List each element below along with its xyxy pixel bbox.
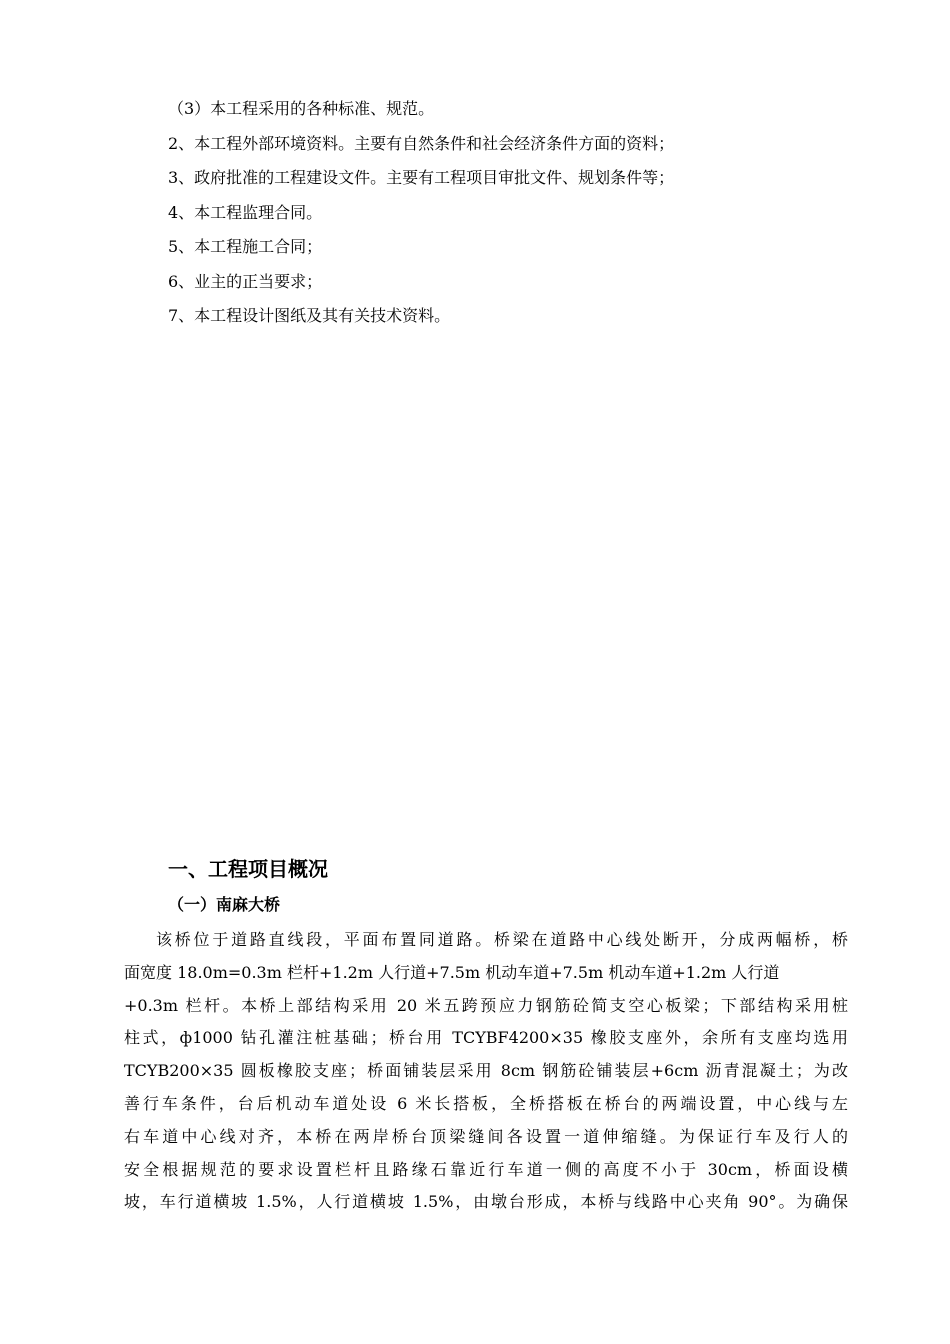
paragraph-line: 面宽度 18.0m=0.3m 栏杆+1.2m 人行道+7.5m 机动车道+7.5m 机动车道+1.2m 人行道 [124,962,780,982]
list-item: 5、本工程施工合同； [168,237,323,256]
list-item: 3、政府批准的工程建设文件。主要有工程项目审批文件、规划条件等； [168,168,675,187]
paragraph-line: 右车道中心线对齐，本桥在两岸桥台顶梁缝间各设置一道伸缩缝。为保证行车及行人的 [124,1126,848,1146]
paragraph-line: 善行车条件，台后机动车道处设 6 米长搭板，全桥搭板在桥台的两端设置，中心线与左 [124,1093,848,1113]
section-heading: 一、工程项目概况 [168,857,328,881]
list-item: 2、本工程外部环境资料。主要有自然条件和社会经济条件方面的资料； [168,133,675,153]
list-item: 6、业主的正当要求； [168,271,323,291]
list-item: 7、本工程设计图纸及其有关技术资料。 [168,306,451,325]
paragraph-line: TCYB200×35 圆板橡胶支座；桥面铺装层采用 8cm 钢筋砼铺装层+6cm 沥青混凝土；为改 [124,1061,848,1081]
paragraph-line: +0.3m 栏杆。本桥上部结构采用 20 米五跨预应力钢筋砼简支空心板梁；下部结构采用桩 [124,995,848,1015]
list-item: （3）本工程采用的各种标准、规范。 [168,99,435,118]
paragraph-line: 坡，车行道横坡 1.5%，人行道横坡 1.5%，由墩台形成，本桥与线路中心夹角 90°。为确保 [124,1192,848,1212]
reference-list [168,92,868,334]
paragraph-line: 该桥位于道路直线段，平面布置同道路。桥梁在道路中心线处断开，分成两幅桥，桥 [156,930,848,949]
paragraph-line: 柱式，ф1000 钻孔灌注桩基础；桥台用 TCYBF4200×35 橡胶支座外，余所有支座均选用 [124,1028,848,1048]
paragraph-line: 安全根据规范的要求设置栏杆且路缘石靠近行车道一侧的高度不小于 30cm，桥面设横 [124,1159,848,1179]
list-item: 4、本工程监理合同。 [168,202,323,222]
section-subheading: （一）南麻大桥 [168,895,281,914]
body-paragraph [124,924,848,1219]
